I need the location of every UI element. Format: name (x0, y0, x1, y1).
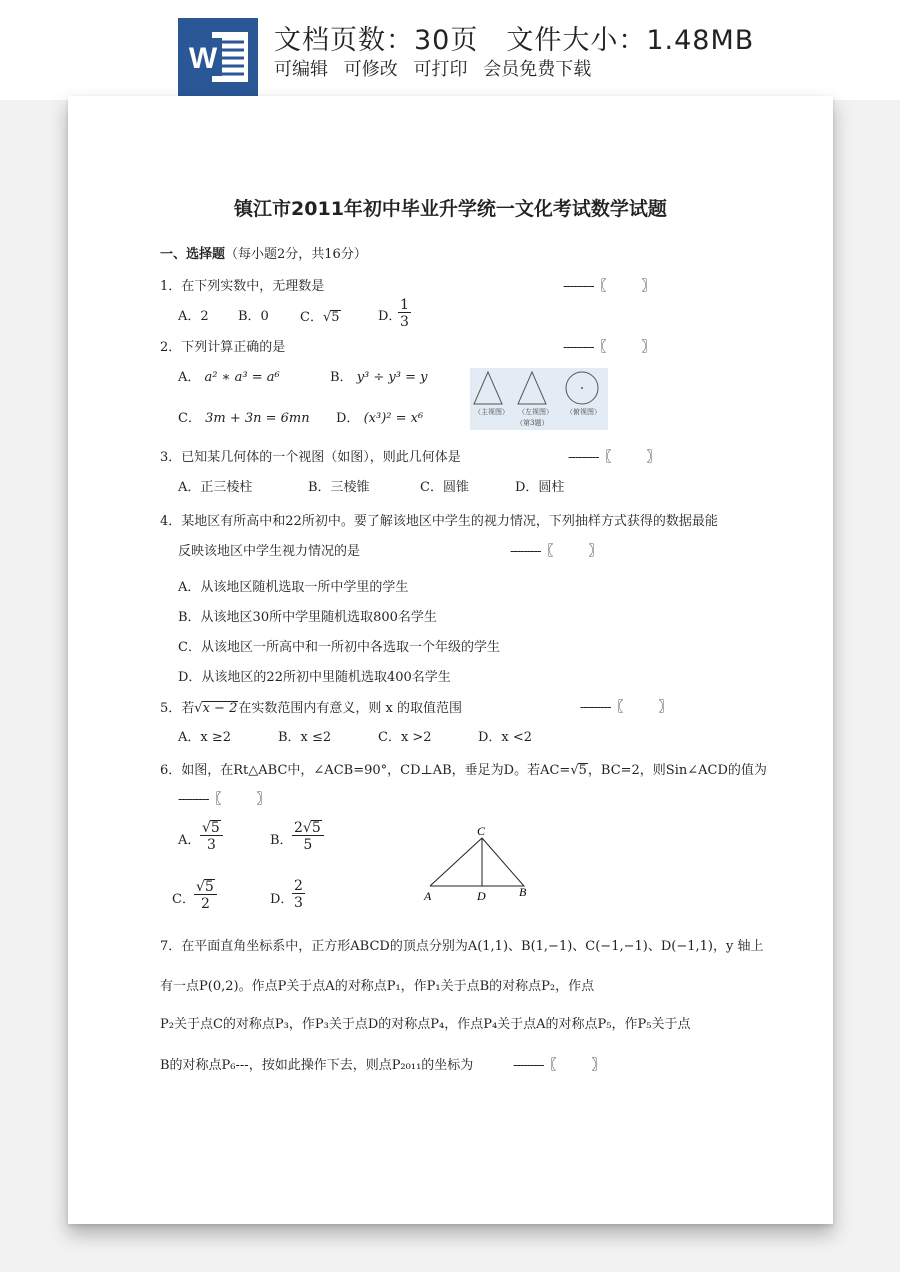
q3-stem: 3．已知某几何体的一个视图（如图），则此几何体是 (160, 450, 461, 465)
q1-option-b: B．0 (238, 309, 269, 324)
q1-option-c: C．√5 (300, 310, 340, 325)
feature-member-download[interactable]: 会员免费下载 (483, 59, 592, 80)
q3-option-d: D．圆柱 (515, 480, 565, 495)
q5-option-d: D．x <2 (478, 730, 533, 745)
q6-option-b-fraction: $\frac{2√5}{5}$ (292, 820, 324, 852)
q6-option-a-fraction: $\frac{√5}{3}$ (200, 820, 223, 852)
q5-option-b: B．x ≤2 (278, 730, 332, 745)
vertex-c-label: C (477, 824, 486, 838)
q3-figure (470, 368, 608, 430)
q4-option-c: C．从该地区一所高中和一所初中各选取一个年级的学生 (178, 640, 500, 655)
q6-triangle-figure (420, 824, 540, 906)
q5-stem: 5．若√x − 2在实数范围内有意义，则 x 的取值范围 (160, 701, 462, 716)
top-view-label: （俯视图） (566, 408, 601, 416)
q1-option-d-fraction: $\frac{1}{3}$ (400, 297, 409, 330)
feature-printable: 可打印 (413, 59, 468, 80)
feature-modifiable: 可修改 (343, 59, 398, 80)
q1-stem: 1．在下列实数中，无理数是 (160, 279, 325, 294)
q7-line3: P₂关于点C的对称点P₃，作P₃关于点D的对称点P₄，作点P₄关于点A的对称点P₅，作P₅关于点 (160, 1017, 691, 1032)
q1-option-a: A．2 (178, 309, 209, 324)
svg-text:W: W (188, 42, 218, 75)
document-page (68, 96, 833, 1224)
q3-option-c: C．圆锥 (420, 480, 469, 495)
exam-title: 镇江市2011年初中毕业升学统一文化考试数学试题 (234, 198, 667, 220)
q4-stem-line1: 4．某地区有所高中和22所初中。要了解该地区中学生的视力情况，下列抽样方式获得的数据最能 (160, 514, 718, 529)
vertex-b-label: B (519, 885, 527, 899)
q2-option-b: B． y³ ÷ y³ = y (330, 370, 428, 385)
section-heading: 一、选择题（每小题2分，共16分） (160, 247, 367, 262)
q7-line4: B的对称点P₆---，按如此操作下去，则点P₂₀₁₁的坐标为 (160, 1058, 474, 1073)
page-count: 文档页数：30页 (274, 25, 479, 56)
q6-option-d-fraction: $\frac{2}{3}$ (294, 878, 303, 911)
q5-answer-blank: ---------〖 〗 (580, 700, 671, 715)
q6-answer-blank: ---------〖 〗 (178, 792, 269, 807)
q5-option-a: A．x ≥2 (178, 730, 232, 745)
header-banner (0, 0, 900, 100)
vertex-a-label: A (424, 889, 432, 903)
q3-option-a: A．正三棱柱 (178, 480, 253, 495)
doc-stats (274, 18, 754, 57)
file-size: 文件大小：1.48MB (506, 25, 755, 56)
q3-option-b: B．三棱锥 (308, 480, 370, 495)
q2-answer-blank: ---------〖 〗 (563, 340, 654, 355)
left-view-label: （左视图） (518, 408, 553, 416)
feature-list (274, 55, 601, 81)
q4-answer-blank: ---------〖 〗 (510, 544, 601, 559)
q7-answer-blank: ---------〖 〗 (513, 1058, 604, 1073)
front-view-label: （主视图） (474, 408, 509, 416)
q7-line2: 有一点P(0,2)。作点P关于点A的对称点P₁，作P₁关于点B的对称点P₂，作点 (160, 979, 595, 994)
q1-answer-blank: ---------〖 〗 (563, 279, 654, 294)
q4-option-d: D．从该地区的22所初中里随机选取400名学生 (178, 670, 451, 685)
q4-stem-line2: 反映该地区中学生视力情况的是 (178, 544, 361, 559)
q6-option-c-fraction: $\frac{√5}{2}$ (194, 879, 217, 911)
vertex-d-label: D (477, 889, 486, 903)
q2-stem: 2．下列计算正确的是 (160, 340, 286, 355)
q6-option-a-label: A． (178, 833, 201, 848)
q1-option-d-label: D． (378, 309, 402, 324)
figure-caption: （第3题） (516, 419, 549, 427)
q4-option-a: A．从该地区随机选取一所中学里的学生 (178, 580, 409, 595)
q3-answer-blank: ---------〖 〗 (568, 450, 659, 465)
q2-option-c: C． 3m + 3n = 6mn (178, 411, 310, 426)
q4-option-b: B．从该地区30所中学里随机选取800名学生 (178, 610, 437, 625)
q2-option-a: A． a² ∗ a³ = a⁶ (178, 370, 280, 385)
q2-option-d: D． (x³)² = x⁶ (336, 411, 424, 426)
feature-editable: 可编辑 (274, 59, 328, 80)
q6-option-c-label: C． (172, 892, 195, 907)
q7-line1: 7．在平面直角坐标系中，正方形ABCD的顶点分别为A(1,1)、B(1,−1)、C(−1,−1)、D(−1,1)，y 轴上 (160, 939, 764, 954)
word-document-icon (178, 18, 258, 96)
q6-stem: 6．如图，在Rt△ABC中，∠ACB=90°，CD⊥AB，垂足为D。若AC=√5，BC=2，则Sin∠ACD的值为 (160, 763, 767, 778)
q6-option-b-label: B． (270, 833, 293, 848)
q5-option-c: C．x >2 (378, 730, 432, 745)
q6-option-d-label: D． (270, 892, 294, 907)
